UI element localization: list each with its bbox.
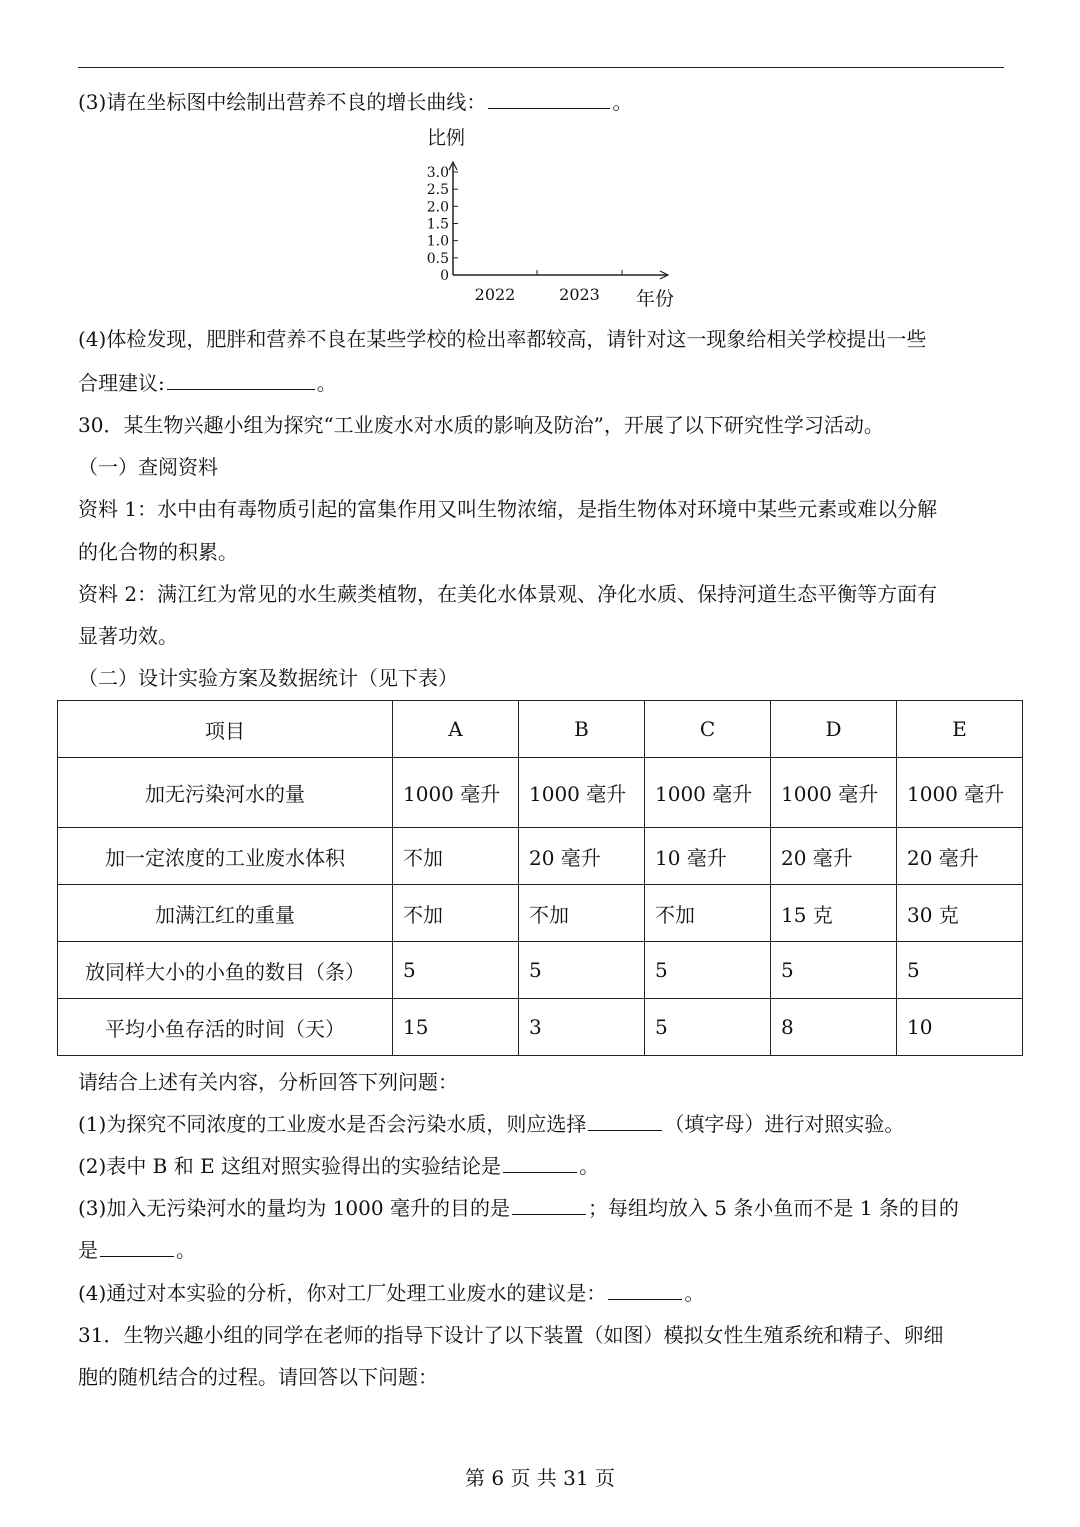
y-tick-label: 2.5 (426, 182, 449, 199)
table-cell: 20 毫升 (519, 828, 645, 885)
table-cell: 不加 (393, 885, 519, 942)
y-tick-label: 2.0 (426, 199, 449, 216)
table-cell: 5 (519, 942, 645, 999)
table-header-cell: D (771, 701, 897, 758)
sub-question-3-line2: 是 。 (78, 1238, 196, 1262)
table-cell: 1000 毫升 (645, 758, 771, 828)
x-tick-label: 2022 (474, 285, 516, 304)
table-cell: 20 毫升 (771, 828, 897, 885)
table-cell: 1000 毫升 (393, 758, 519, 828)
answer-blank[interactable] (588, 1110, 662, 1131)
table-header-row (58, 701, 1023, 758)
table-row (58, 758, 1023, 828)
table-cell: 10 (897, 999, 1023, 1056)
table-cell: 15 克 (771, 885, 897, 942)
table-row (58, 885, 1023, 942)
question-31-line2: 胞的随机结合的过程。请回答以下问题： (78, 1365, 438, 1389)
table-row (58, 942, 1023, 999)
resource-1-line2: 的化合物的积累。 (78, 540, 238, 564)
y-axis-label: 比例 (427, 127, 466, 149)
answer-blank[interactable] (488, 88, 610, 109)
y-tick-label: 0.5 (426, 250, 449, 267)
table-cell: 5 (645, 999, 771, 1056)
table-cell: 30 克 (897, 885, 1023, 942)
table-row (58, 999, 1023, 1056)
resource-2-line2: 显著功效。 (78, 624, 178, 648)
table-cell: 5 (771, 942, 897, 999)
table-cell: 不加 (393, 828, 519, 885)
resource-1-line1: 资料 1：水中由有毒物质引起的富集作用又叫生物浓缩，是指生物体对环境中某些元素或难以分解 (78, 497, 938, 521)
analysis-prompt: 请结合上述有关内容，分析回答下列问题： (78, 1070, 458, 1094)
table-row (58, 828, 1023, 885)
table-cell: 10 毫升 (645, 828, 771, 885)
sub-question-3-line1: (3)加入无污染河水的量均为 1000 毫升的目的是 ；每组均放入 5 条小鱼而不是 1 条的目的 (78, 1196, 959, 1220)
section-heading-1: （一）查阅资料 (78, 455, 218, 479)
table-header-cell: B (519, 701, 645, 758)
header-rule (78, 67, 1004, 68)
table-cell: 1000 毫升 (771, 758, 897, 828)
table-cell: 1000 毫升 (519, 758, 645, 828)
table-header-cell: A (393, 701, 519, 758)
question-31-line1: 31．生物兴趣小组的同学在老师的指导下设计了以下装置（如图）模拟女性生殖系统和精子、卵细 (78, 1323, 944, 1347)
table-header-cell: C (645, 701, 771, 758)
question-3: (3)请在坐标图中绘制出营养不良的增长曲线： 。 (78, 90, 633, 114)
table-cell: 5 (393, 942, 519, 999)
table-cell: 8 (771, 999, 897, 1056)
question-4-line1: (4)体检发现，肥胖和营养不良在某些学校的检出率都较高，请针对这一现象给相关学校提出一些 (78, 327, 927, 351)
table-cell: 放同样大小的小鱼的数目（条） (58, 942, 393, 999)
x-axis-label: 年份 (636, 288, 675, 310)
section-heading-2: （二）设计实验方案及数据统计（见下表） (78, 666, 458, 690)
sub-question-2: (2)表中 B 和 E 这组对照实验得出的实验结论是 。 (78, 1154, 600, 1178)
page-footer: 第 6 页 共 31 页 (465, 1466, 615, 1490)
answer-blank[interactable] (608, 1279, 682, 1300)
resource-2-line1: 资料 2：满江红为常见的水生蕨类植物，在美化水体景观、净化水质、保持河道生态平衡等方面有 (78, 582, 938, 606)
table-cell: 平均小鱼存活的时间（天） (58, 999, 393, 1056)
table-cell: 不加 (519, 885, 645, 942)
table-cell: 20 毫升 (897, 828, 1023, 885)
question-4-line2: 合理建议: 。 (78, 371, 337, 395)
answer-blank[interactable] (512, 1194, 586, 1215)
table-cell: 5 (897, 942, 1023, 999)
table-cell: 加满江红的重量 (58, 885, 393, 942)
table-cell: 不加 (645, 885, 771, 942)
table-cell: 5 (645, 942, 771, 999)
sub-question-4: (4)通过对本实验的分析，你对工厂处理工业废水的建议是： 。 (78, 1281, 705, 1305)
answer-blank[interactable] (503, 1152, 577, 1173)
sub-question-1: (1)为探究不同浓度的工业废水是否会污染水质，则应选择 （填字母）进行对照实验。 (78, 1112, 905, 1136)
table-header-cell: E (897, 701, 1023, 758)
y-tick-label: 0 (440, 268, 449, 284)
experiment-table (57, 700, 1023, 1056)
x-tick-label: 2023 (559, 285, 600, 304)
y-tick-label: 3.0 (426, 165, 449, 181)
answer-blank[interactable] (100, 1236, 174, 1257)
question-30-intro: 30．某生物兴趣小组为探究“工业废水对水质的影响及防治”，开展了以下研究性学习活动。 (78, 413, 884, 437)
y-tick-label: 1.0 (426, 233, 449, 250)
table-cell: 1000 毫升 (897, 758, 1023, 828)
table-cell: 加一定浓度的工业废水体积 (58, 828, 393, 885)
table-header-cell: 项目 (58, 701, 393, 758)
growth-chart (405, 122, 705, 312)
table-cell: 加无污染河水的量 (58, 758, 393, 828)
table-cell: 15 (393, 999, 519, 1056)
y-tick-label: 1.5 (426, 216, 449, 233)
answer-blank[interactable] (167, 369, 315, 390)
table-cell: 3 (519, 999, 645, 1056)
